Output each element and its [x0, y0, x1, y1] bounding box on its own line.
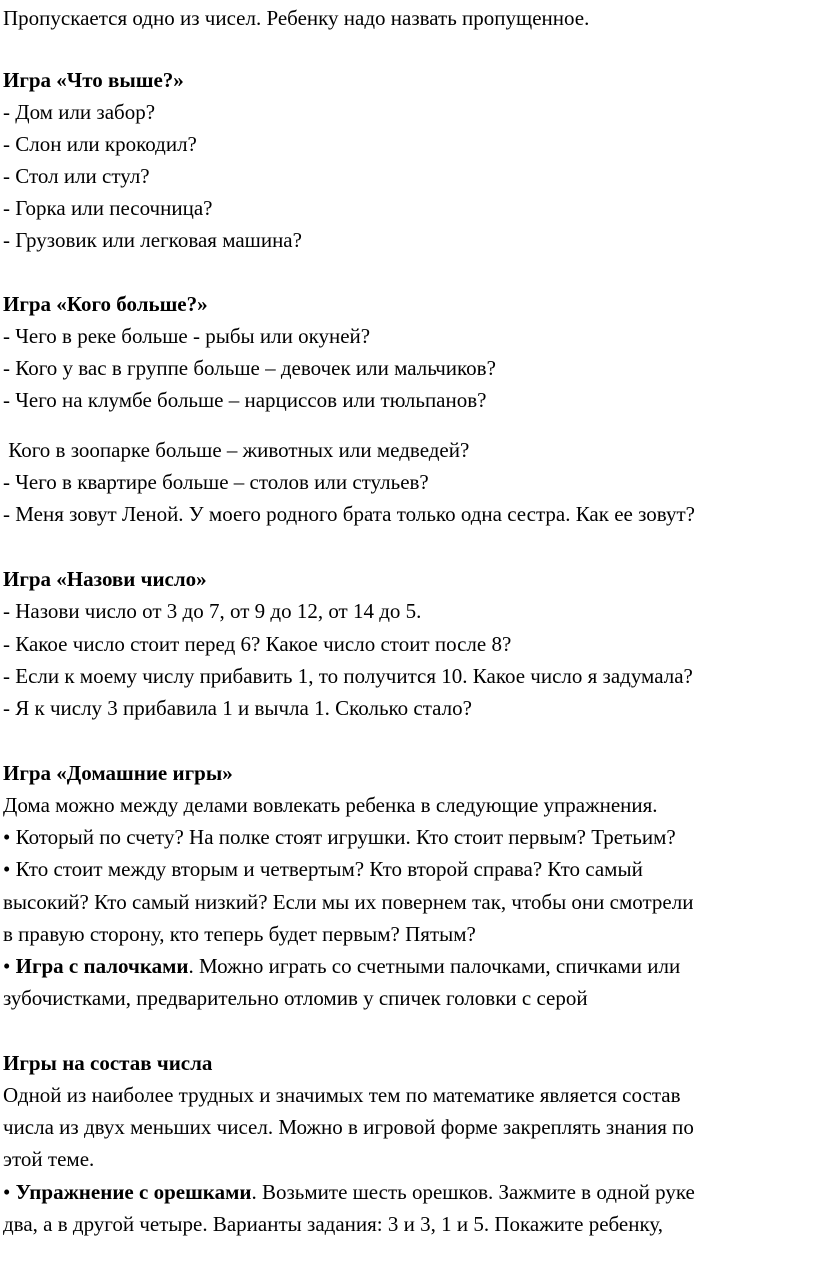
- paragraph-line: Одной из наиболее трудных и значимых тем по математике является состав: [3, 1083, 681, 1107]
- paragraph-line: в правую сторону, кто теперь будет первым? Пятым?: [3, 922, 476, 946]
- list-item: - Грузовик или легковая машина?: [3, 228, 302, 252]
- section-title-number-composition: Игры на состав числа: [3, 1051, 213, 1075]
- paragraph-text: . Возьмите шесть орешков. Зажмите в одной руке: [251, 1180, 695, 1204]
- section-title-home-games: Игра «Домашние игры»: [3, 761, 233, 785]
- bold-term: Игра с палочками: [15, 954, 189, 978]
- list-item: - Какое число стоит перед 6? Какое число стоит после 8?: [3, 632, 512, 656]
- list-item: - Дом или забор?: [3, 100, 156, 124]
- bullet: •: [3, 1180, 16, 1204]
- list-item: - Меня зовут Леной. У моего родного брата только одна сестра. Как ее зовут?: [3, 502, 695, 526]
- paragraph-line: [3, 950, 680, 982]
- paragraph-line: Дома можно между делами вовлекать ребенка в следующие упражнения.: [3, 793, 658, 817]
- section-title-name-number: Игра «Назови число»: [3, 567, 207, 591]
- paragraph-line: зубочистками, предварительно отломив у спичек головки с серой: [3, 986, 588, 1010]
- paragraph-line: • Кто стоит между вторым и четвертым? Кто второй справа? Кто самый: [3, 857, 643, 881]
- section-title-what-higher: Игра «Что выше?»: [3, 68, 184, 92]
- bullet: •: [3, 954, 16, 978]
- bold-term: Упражнение с орешками: [15, 1180, 252, 1204]
- paragraph-line: высокий? Кто самый низкий? Если мы их повернем так, чтобы они смотрели: [3, 890, 694, 914]
- paragraph-line: два, а в другой четыре. Варианты задания: 3 и 3, 1 и 5. Покажите ребенку,: [3, 1212, 664, 1236]
- section-title-who-more: Игра «Кого больше?»: [3, 292, 208, 316]
- list-item: - Назови число от 3 до 7, от 9 до 12, от 14 до 5.: [3, 599, 422, 623]
- list-item: - Стол или стул?: [3, 164, 150, 188]
- intro-text: Пропускается одно из чисел. Ребенку надо назвать пропущенное.: [3, 6, 590, 30]
- list-item: - Слон или крокодил?: [3, 132, 197, 156]
- list-item: - Чего в реке больше - рыбы или окуней?: [3, 324, 371, 348]
- list-item: - Чего на клумбе больше – нарциссов или тюльпанов?: [3, 388, 487, 412]
- list-item: - Чего в квартире больше – столов или стульев?: [3, 470, 429, 494]
- list-item: - Горка или песочница?: [3, 196, 213, 220]
- paragraph-line: этой теме.: [3, 1147, 95, 1171]
- paragraph-line: числа из двух меньших чисел. Можно в игровой форме закреплять знания по: [3, 1115, 694, 1139]
- paragraph-line: • Который по счету? На полке стоят игрушки. Кто стоит первым? Третьим?: [3, 825, 676, 849]
- list-item: - Я к числу 3 прибавила 1 и вычла 1. Сколько стало?: [3, 696, 472, 720]
- list-item: - Кого у вас в группе больше – девочек или мальчиков?: [3, 356, 496, 380]
- list-item: Кого в зоопарке больше – животных или медведей?: [3, 438, 470, 462]
- list-item: - Если к моему числу прибавить 1, то получится 10. Какое число я задумала?: [3, 664, 693, 688]
- paragraph-text: . Можно играть со счетными палочками, спичками или: [188, 954, 681, 978]
- paragraph-line: [3, 1176, 695, 1208]
